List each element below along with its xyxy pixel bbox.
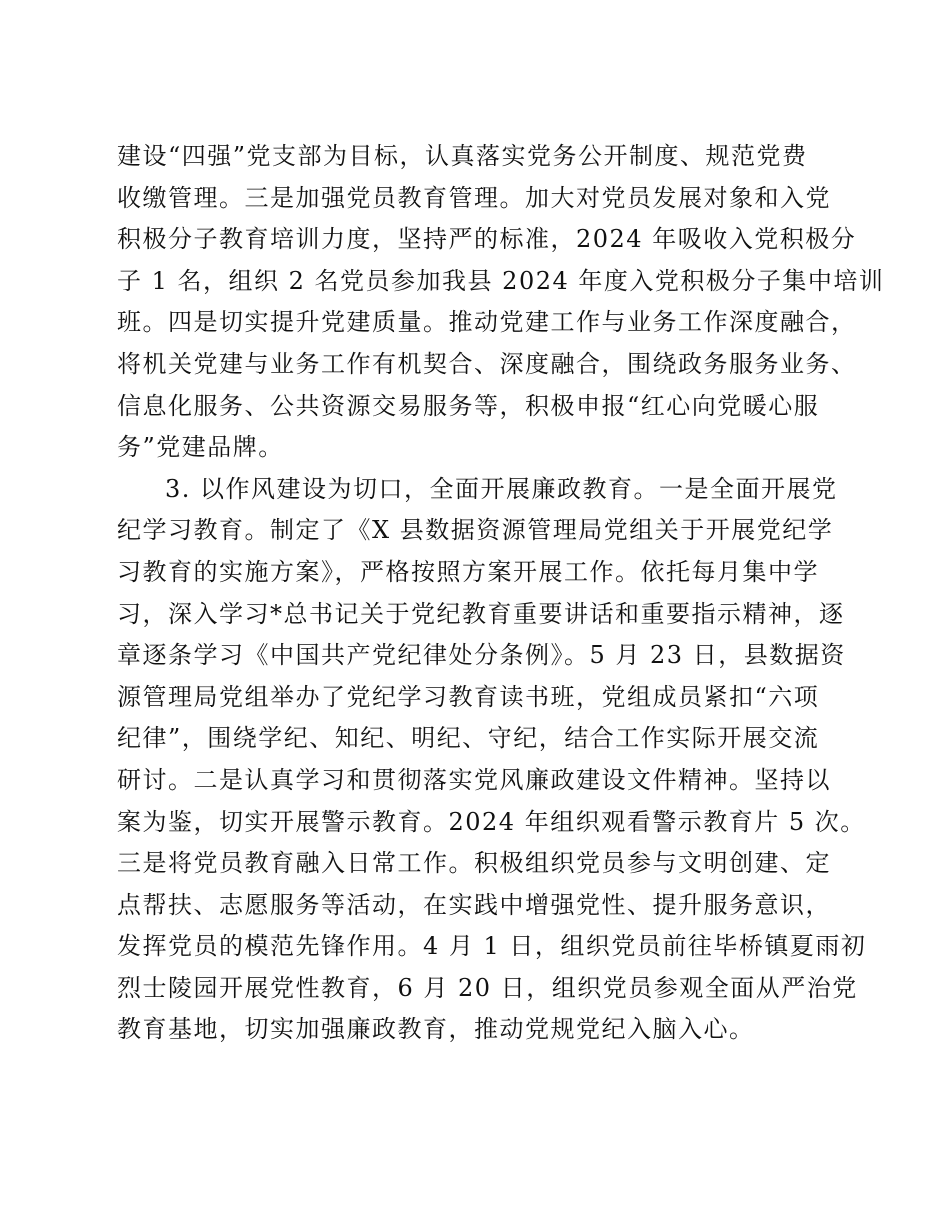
text-line: 积极分子教育培训力度，坚持严的标准，2024 年吸收入党积极分 (117, 225, 857, 254)
text-line: 务”党建品牌。 (117, 433, 284, 462)
text-line: 章逐条学习《中国共产党纪律处分条例》。5 月 23 日，县数据资 (117, 641, 846, 670)
text-line: 建设“四强”党支部为目标，认真落实党务公开制度、规范党费 (117, 142, 808, 170)
text-line: 发挥党员的模范先锋作用。4 月 1 日，组织党员前往毕桥镇夏雨初 (117, 932, 867, 961)
text-line: 纪律”，围绕学纪、知纪、明纪、守纪，结合工作实际开展交流 (117, 724, 820, 753)
text-line: 习教育的实施方案》，严格按照方案开展工作。依托每月集中学 (117, 557, 819, 586)
text-line: 案为鉴，切实开展警示教育。2024 年组织观看警示教育片 5 次。 (117, 807, 866, 836)
text-line: 子 1 名，组织 2 名党员参加我县 2024 年度入党积极分子集中培训 (117, 266, 885, 295)
text-line: 班。四是切实提升党建质量。推动党建工作与业务工作深度融合， (117, 308, 857, 337)
text-line: 三是将党员教育融入日常工作。积极组织党员参与文明创建、定 (117, 849, 831, 878)
text-line: 将机关党建与业务工作有机契合、深度融合，围绕政务服务业务、 (117, 349, 857, 378)
section-heading-line: 3. 以作风建设为切口，全面开展廉政教育。一是全面开展党 (165, 474, 838, 503)
text-line: 源管理局党组举办了党纪学习教育读书班，党组成员紧扣“六项 (117, 682, 820, 711)
text-line: 习，深入学习*总书记关于党纪教育重要讲话和重要指示精神，逐 (117, 599, 845, 628)
text-line: 点帮扶、志愿服务等活动，在实践中增强党性、提升服务意识， (117, 890, 831, 919)
body-text (117, 136, 885, 1051)
text-line: 纪学习教育。制定了《X 县数据资源管理局党组关于开展党纪学 (117, 516, 834, 545)
text-line: 研讨。二是认真学习和贯彻落实党风廉政建设文件精神。坚持以 (117, 765, 831, 794)
text-line: 信息化服务、公共资源交易服务等，积极申报“红心向党暖心服 (117, 391, 820, 420)
text-line: 烈士陵园开展党性教育，6 月 20 日，组织党员参观全面从严治党 (117, 973, 858, 1002)
text-line: 教育基地，切实加强廉政教育，推动党规党纪入脑入心。 (117, 1015, 755, 1044)
text-line: 收缴管理。三是加强党员教育管理。加大对党员发展对象和入党 (117, 183, 831, 212)
